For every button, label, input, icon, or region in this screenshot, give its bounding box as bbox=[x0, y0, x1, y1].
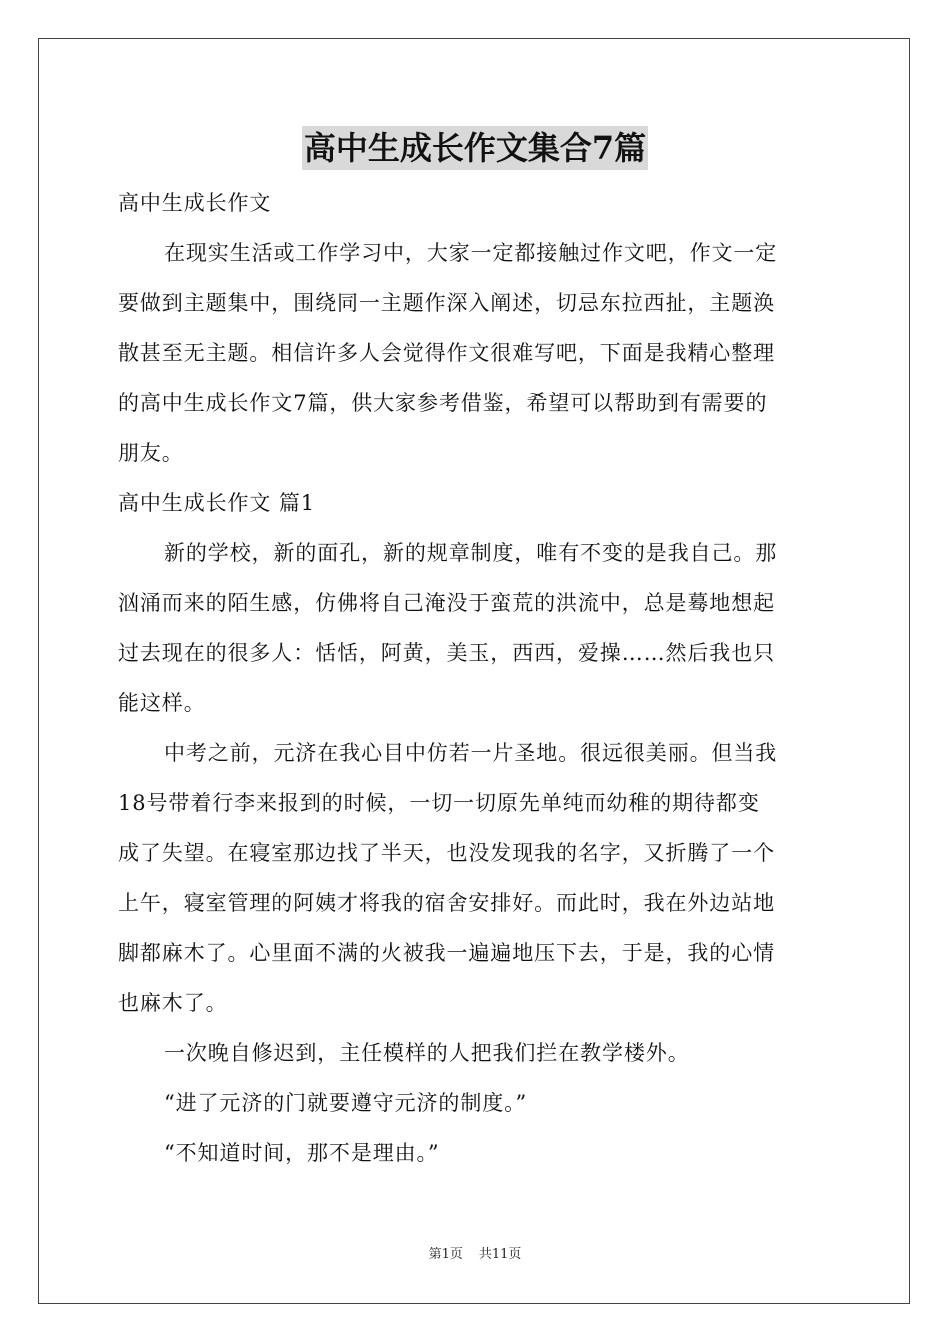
paragraph-line: 汹涌而来的陌生感，仿佛将自己淹没于蛮荒的洪流中，总是蓦地想起 bbox=[118, 591, 775, 615]
page-number: 第1页 bbox=[428, 1247, 463, 1262]
paragraph-line: 脚都麻木了。心里面不满的火被我一遍遍地压下去，于是，我的心情 bbox=[118, 941, 775, 965]
quote-line-1: “进了元济的门就要遵守元济的制度。” bbox=[164, 1091, 528, 1115]
paragraph-line: 能这样。 bbox=[118, 691, 206, 715]
intro-paragraph bbox=[118, 228, 834, 478]
paragraph-line: 要做到主题集中，围绕同一主题作深入阐述，切忌东拉西扯，主题涣 bbox=[118, 291, 775, 315]
document-title-text: 高中生成长作文集合7篇 bbox=[302, 126, 648, 170]
paragraph-2 bbox=[118, 728, 834, 1028]
section-heading: 高中生成长作文 篇1 bbox=[118, 491, 316, 515]
paragraph-3: 一次晚自修迟到，主任模样的人把我们拦在教学楼外。 bbox=[164, 1041, 690, 1065]
paragraph-line: 过去现在的很多人：恬恬，阿黄，美玉，西西，爱操……然后我也只 bbox=[118, 641, 775, 665]
paragraph-line: 也麻木了。 bbox=[118, 991, 228, 1015]
document-title bbox=[0, 126, 950, 170]
quote-line-2: “不知道时间，那不是理由。” bbox=[164, 1141, 440, 1165]
paragraph-line: 散甚至无主题。相信许多人会觉得作文很难写吧，下面是我精心整理 bbox=[118, 341, 775, 365]
paragraph-1 bbox=[118, 528, 834, 728]
paragraph-line: 的高中生成长作文7篇，供大家参考借鉴，希望可以帮助到有需要的 bbox=[118, 391, 768, 415]
paragraph-line: 朋友。 bbox=[118, 441, 184, 465]
paragraph-line: 上午，寝室管理的阿姨才将我的宿舍安排好。而此时，我在外边站地 bbox=[118, 891, 775, 915]
paragraph-line: 成了失望。在寝室那边找了半天，也没发现我的名字，又折腾了一个 bbox=[118, 841, 775, 865]
document-body bbox=[118, 178, 834, 1178]
page-total: 共11页 bbox=[478, 1247, 522, 1262]
intro-heading: 高中生成长作文 bbox=[118, 191, 272, 215]
paragraph-line: 新的学校，新的面孔，新的规章制度，唯有不变的是我自己。那 bbox=[164, 541, 778, 565]
page-footer bbox=[0, 1245, 950, 1265]
paragraph-line: 18号带着行李来报到的时候，一切一切原先单纯而幼稚的期待都变 bbox=[118, 791, 760, 815]
paragraph-line: 中考之前，元济在我心目中仿若一片圣地。很远很美丽。但当我 bbox=[164, 741, 778, 765]
paragraph-line: 在现实生活或工作学习中，大家一定都接触过作文吧，作文一定 bbox=[164, 241, 778, 265]
